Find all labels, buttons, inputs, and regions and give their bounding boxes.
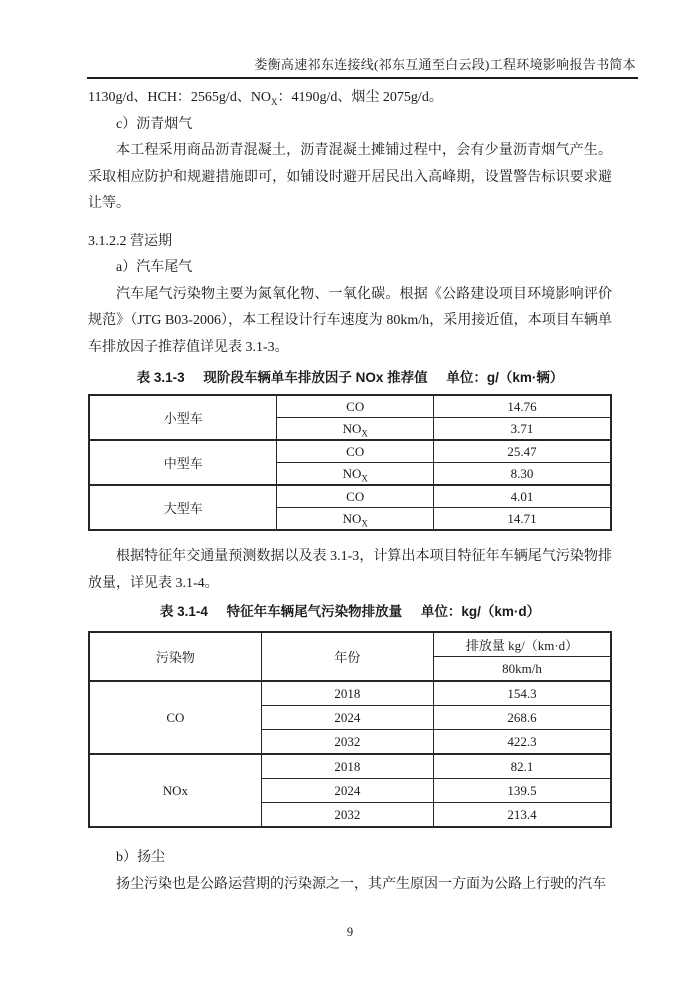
section-heading-operation-period: 3.1.2.2 营运期 bbox=[88, 233, 172, 249]
value-cell: 25.47 bbox=[434, 440, 612, 463]
value-cell: 14.76 bbox=[434, 395, 612, 418]
table-row bbox=[89, 440, 611, 463]
table-row bbox=[89, 681, 611, 706]
value-cell: 154.3 bbox=[434, 681, 612, 706]
pollutant-subscript: X bbox=[361, 428, 368, 439]
pollutant-cell: CO bbox=[277, 440, 434, 463]
report-title: 娄衡高速祁东连接线(祁东互通至白云段)工程环境影响报告书简本 bbox=[254, 57, 636, 72]
pollutant-cell bbox=[277, 508, 434, 531]
pollutant-cell: CO bbox=[89, 681, 261, 754]
value-cell: 8.30 bbox=[434, 463, 612, 486]
value-cell: 268.6 bbox=[434, 706, 612, 730]
page-header bbox=[87, 0, 638, 79]
paragraph-vehicle-exhaust: 汽车尾气污染物主要为氮氧化物、一氧化碳。根据《公路建设项目环境影响评价规范》（JTG B03-2006），本工程设计行车速度为 80km/h，采用接近值，本项目车辆单车排放因子推荐值详见表 3.1-3。 bbox=[88, 286, 612, 355]
year-cell: 2032 bbox=[261, 730, 433, 755]
pollutant-subscript: X bbox=[361, 518, 368, 529]
table-3-1-3-caption bbox=[88, 368, 612, 388]
header-emission-cell: 排放量 kg/（km·d） bbox=[434, 632, 612, 657]
value-cell: 422.3 bbox=[434, 730, 612, 755]
vehicle-type-cell: 大型车 bbox=[89, 485, 277, 530]
pollutant-loads-text: 1130g/d、HCH：2565g/d、NO bbox=[88, 90, 272, 105]
table-row bbox=[89, 485, 611, 508]
header-speed-cell: 80km/h bbox=[434, 657, 612, 682]
pollutant-cell: CO bbox=[277, 395, 434, 418]
value-cell: 213.4 bbox=[434, 803, 612, 828]
vehicle-type-cell: 中型车 bbox=[89, 440, 277, 485]
table-3-1-4-title: 特征年车辆尾气污染物排放量 bbox=[226, 604, 403, 619]
value-cell: 139.5 bbox=[434, 779, 612, 803]
table-3-1-4-unit: 单位：kg/（km·d） bbox=[420, 604, 541, 619]
header-pollutant-cell: 污染物 bbox=[89, 632, 261, 681]
nox-subscript: X bbox=[271, 96, 278, 107]
pollutant-cell bbox=[277, 418, 434, 441]
value-cell: 82.1 bbox=[434, 754, 612, 779]
table-3-1-4-label: 表 3.1-4 bbox=[159, 604, 208, 619]
table-row bbox=[89, 395, 611, 418]
table-row bbox=[89, 754, 611, 779]
header-year-cell: 年份 bbox=[261, 632, 433, 681]
pollutant-cell: NOx bbox=[89, 754, 261, 827]
heading-vehicle-exhaust: a）汽车尾气 bbox=[116, 260, 193, 275]
heading-asphalt-fume: c）沥青烟气 bbox=[116, 116, 193, 132]
year-cell: 2018 bbox=[261, 754, 433, 779]
pollutant-base: NO bbox=[342, 465, 362, 481]
document-body bbox=[88, 85, 612, 898]
pollutant-loads-text-cont: ：4190g/d、烟尘 2075g/d。 bbox=[277, 90, 443, 105]
table-3-1-3-title: 现阶段车辆单车排放因子 NOx 推荐值 bbox=[203, 370, 428, 385]
page-number: 9 bbox=[346, 925, 354, 939]
year-cell: 2032 bbox=[261, 803, 433, 828]
pollutant-base: NO bbox=[342, 510, 362, 526]
year-cell: 2018 bbox=[261, 681, 433, 706]
pollutant-subscript: X bbox=[361, 473, 368, 484]
pollutant-base: NO bbox=[342, 420, 362, 436]
table-3-1-4 bbox=[88, 631, 612, 828]
value-cell: 14.71 bbox=[434, 508, 612, 531]
vehicle-type-cell: 小型车 bbox=[89, 395, 277, 440]
table-3-1-3-unit: 单位：g/（km·辆） bbox=[446, 370, 564, 385]
paragraph-pollutant-loads bbox=[88, 85, 612, 112]
pollutant-cell: CO bbox=[277, 485, 434, 508]
table-header-row bbox=[89, 632, 611, 657]
value-cell: 3.71 bbox=[434, 418, 612, 441]
heading-dust: b）扬尘 bbox=[116, 850, 165, 865]
year-cell: 2024 bbox=[261, 779, 433, 803]
table-3-1-4-caption bbox=[88, 602, 612, 622]
table-3-1-3 bbox=[88, 394, 612, 531]
paragraph-dust: 扬尘污染也是公路运营期的污染源之一，其产生原因一方面为公路上行驶的汽车 bbox=[116, 876, 606, 892]
year-cell: 2024 bbox=[261, 706, 433, 730]
paragraph-emission-calculation: 根据特征年交通量预测数据以及表 3.1-3，计算出本项目特征年车辆尾气污染物排放量，详见表 3.1-4。 bbox=[88, 549, 612, 591]
table-3-1-3-label: 表 3.1-3 bbox=[136, 370, 185, 385]
value-cell: 4.01 bbox=[434, 485, 612, 508]
pollutant-cell bbox=[277, 463, 434, 486]
paragraph-asphalt-fume: 本工程采用商品沥青混凝土，沥青混凝土摊铺过程中，会有少量沥青烟气产生。采取相应防护和规避措施即可，如铺设时避开居民出入高峰期，设置警告标识要求避让等。 bbox=[88, 143, 612, 211]
